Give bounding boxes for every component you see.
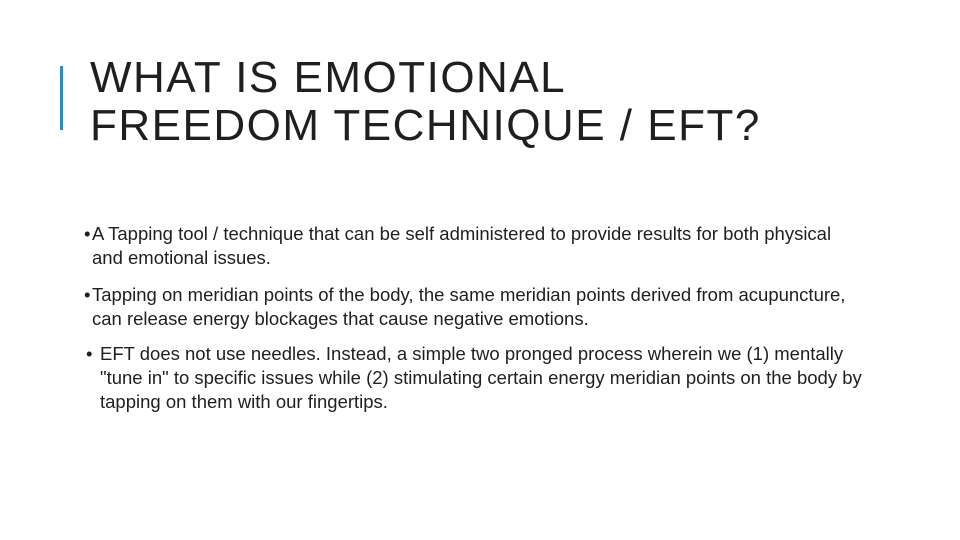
bullet-item [84,342,864,414]
title-line-1: WHAT IS EMOTIONAL [90,53,567,102]
bullet-text: A Tapping tool / technique that can be self administered to provide results for both physical and emotional issues. [92,223,832,268]
bullet-item [86,283,866,331]
bullet-list [86,222,866,414]
bullet-dot-icon: • [84,284,91,305]
bullet-text: Tapping on meridian points of the body, the same meridian points derived from acupuncture, can release energy blockages that cause negative emotions. [92,284,846,329]
slide-title [90,54,910,150]
title-line-2: FREEDOM TECHNIQUE / EFT? [90,101,761,150]
bullet-text: EFT does not use needles. Instead, a simple two pronged process wherein we (1) mentally "tune in" to specific issues while (2) stimulating certain energy meridian points on the body by tapping on them with our fingertips. [100,343,862,412]
bullet-dot-icon: • [84,223,91,244]
bullet-item [86,222,866,270]
title-accent-bar [60,66,63,130]
bullet-dot-icon: • [86,343,93,364]
